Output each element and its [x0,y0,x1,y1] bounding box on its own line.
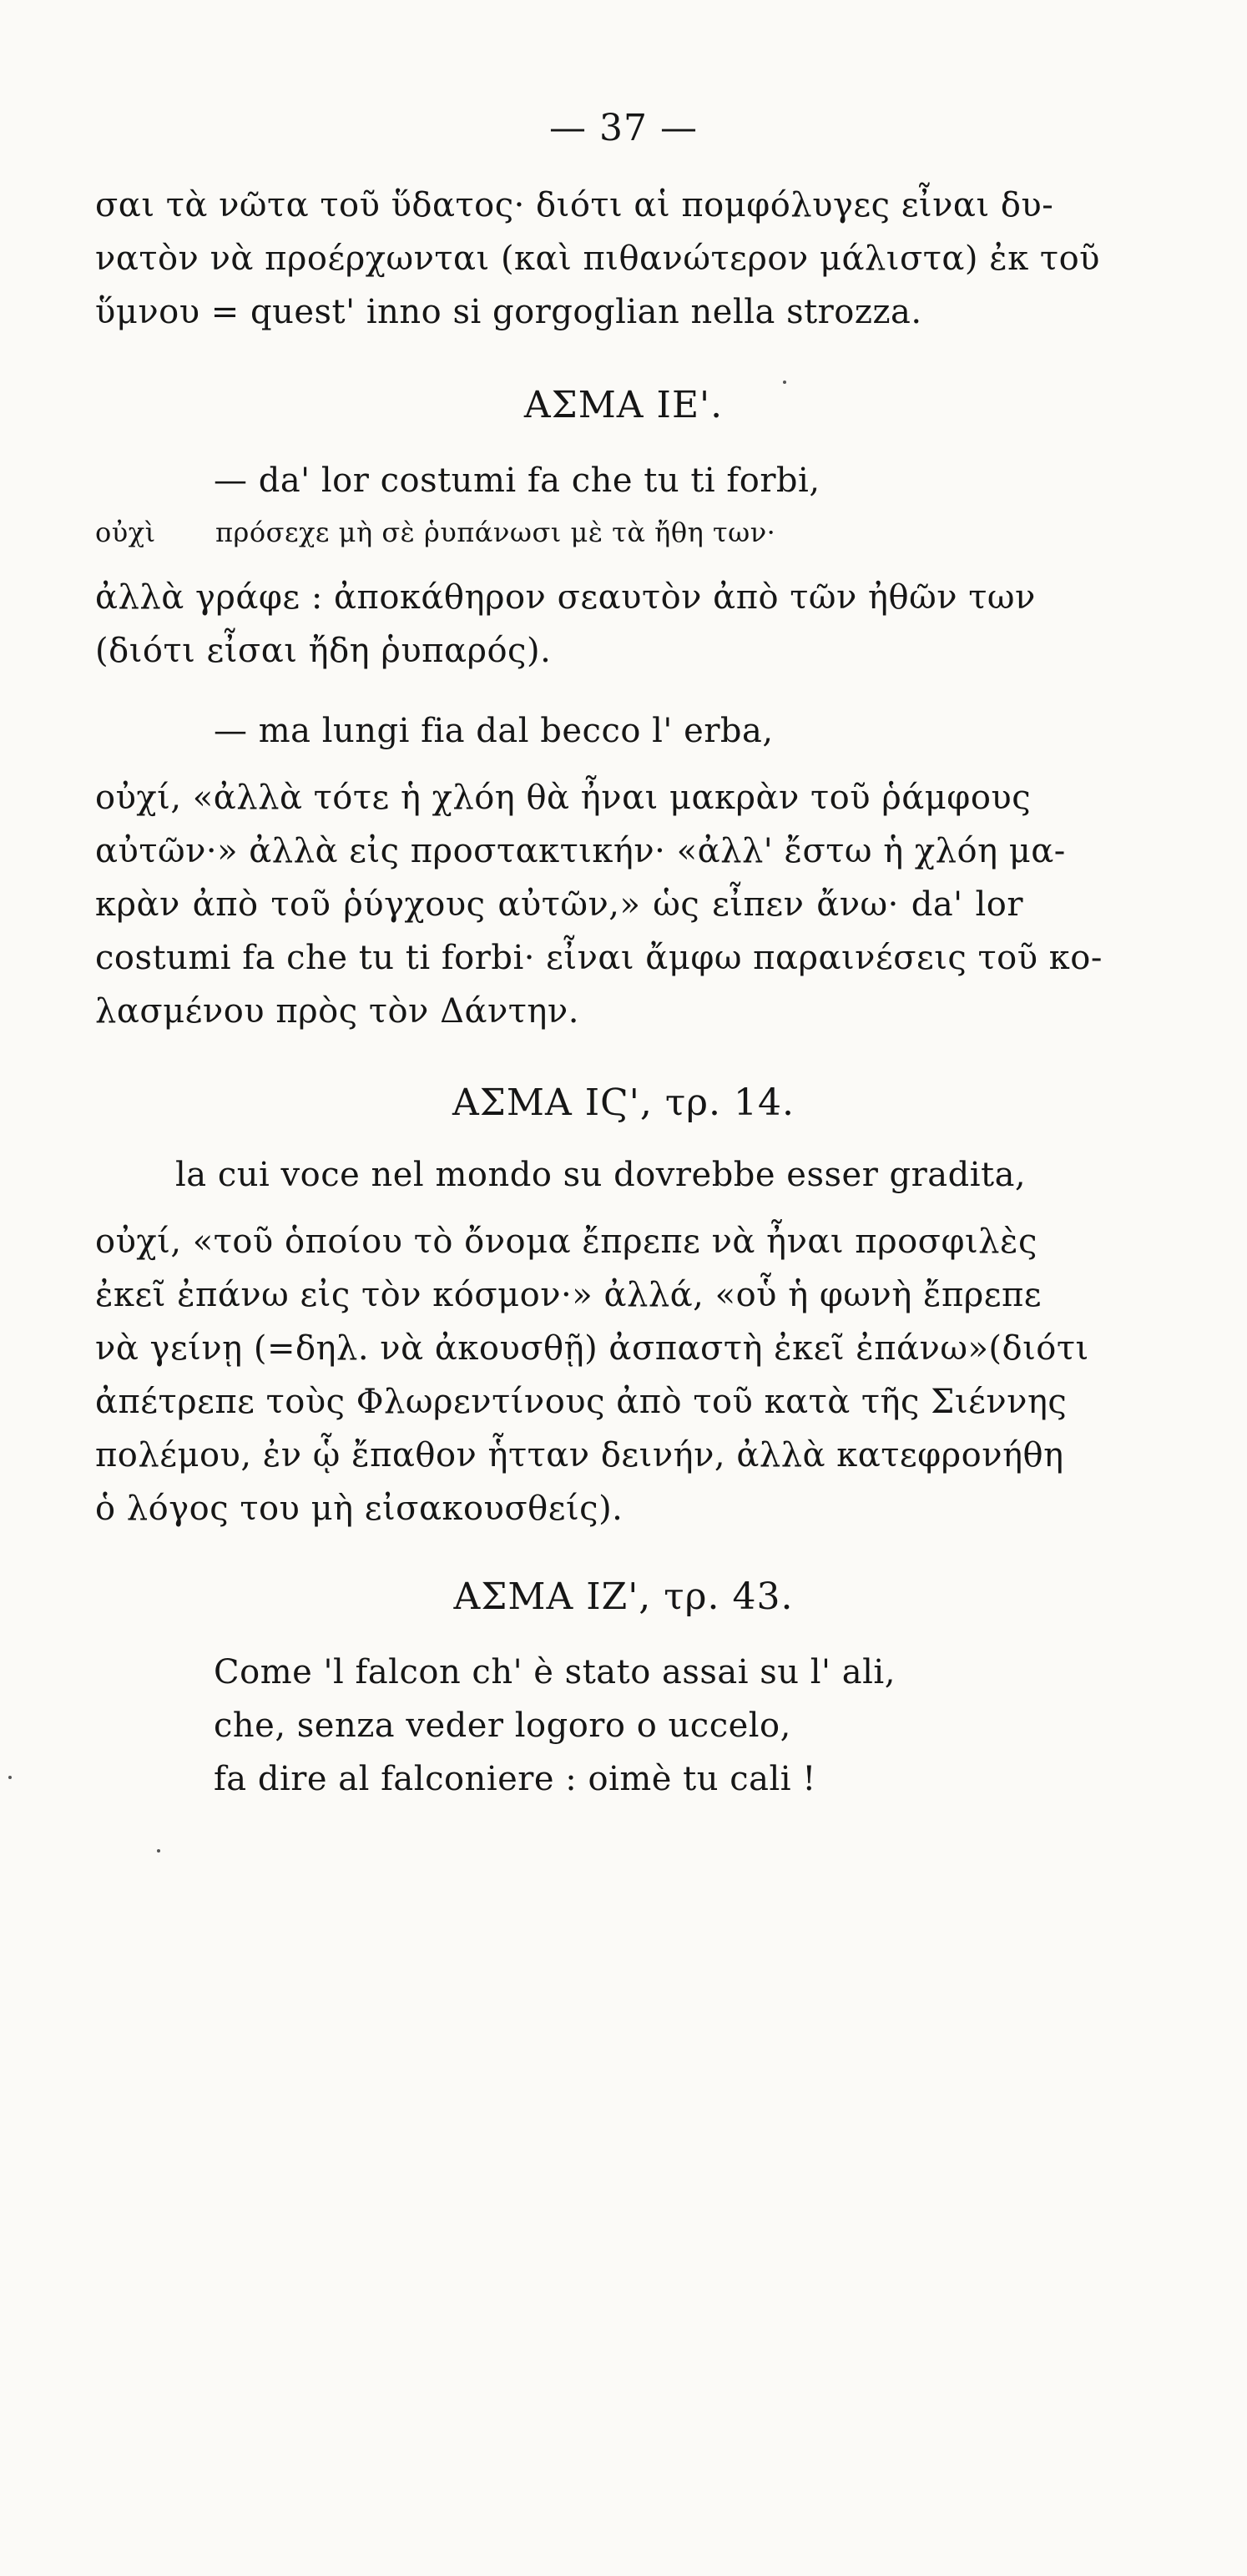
verse-line: che, senza veder logoro o uccelo, [214,1706,791,1745]
text-line: ἐκεῖ ἐπάνω εἰς τὸν κόσμον·» ἀλλά, «οὗ ἡ φωνὴ ἔπρεπε [95,1276,1042,1314]
italian-quote: la cui voce nel mondo su dovrebbe esser gradita, [175,1156,1027,1194]
verse-line: Come 'l falcon ch' è stato assai su l' ali, [214,1653,896,1691]
text-line: οὐχί, «τοῦ ὁποίου τὸ ὄνομα ἔπρεπε νὰ ἦναι προσφιλὲς [95,1222,1037,1261]
paper-speck [8,1776,12,1779]
text-line: νατὸν νὰ προέρχωνται (καὶ πιθανώτερον μάλιστα) ἐκ τοῦ [95,239,1100,278]
text-line: ὕμνου = quest' inno si gorgoglian nella strozza. [95,293,922,331]
text-line: costumi fa che tu ti forbi· εἶναι ἄμφω παραινέσεις τοῦ κο- [95,939,1103,977]
text-line: λασμένου πρὸς τὸν Δάντην. [95,992,579,1031]
text-line: ἀλλὰ γράφε : ἀποκάθηρον σεαυτὸν ἀπὸ τῶν ἠθῶν των [95,578,1036,617]
wrong-translation: πρόσεχε μὴ σὲ ῥυπάνωσι μὲ τὰ ἤθη των· [215,517,776,548]
section-heading: ΑΣΜΑ ΙΕ'. [523,384,724,426]
text-line: ἀπέτρεπε τοὺς Φλωρεντίνους ἀπὸ τοῦ κατὰ τῆς Σιέννης [95,1383,1068,1421]
text-line: νὰ γείνῃ (=δηλ. νὰ ἀκουσθῇ) ἀσπαστὴ ἐκεῖ ἐπάνω»(διότι [95,1329,1089,1368]
text-line: σαι τὰ νῶτα τοῦ ὕδατος· διότι αἱ πομφόλυγες εἶναι δυ- [95,186,1054,224]
verse-line: fa dire al falconiere : oimè tu cali ! [214,1760,816,1798]
paper-speck [783,381,786,384]
page-number: — 37 — [549,107,698,149]
ouchi-word: οὐχὶ [95,517,156,548]
text-line: κρὰν ἀπὸ τοῦ ῥύγχους αὐτῶν,» ὡς εἶπεν ἄνω· da' lor [95,885,1023,924]
italian-quote: — da' lor costumi fa che tu ti forbi, [214,461,820,500]
section-heading: ΑΣΜΑ ΙϚ', τρ. 14. [452,1081,795,1124]
text-line: πολέμου, ἐν ᾧ ἔπαθον ἧτταν δεινήν, ἀλλὰ κατεφρονήθη [95,1436,1064,1475]
text-line: οὐχί, «ἀλλὰ τότε ἡ χλόη θὰ ἦναι μακρὰν τοῦ ῥάμφους [95,779,1032,817]
text-line: (διότι εἶσαι ἤδη ῥυπαρός). [95,632,552,670]
text-line: αὐτῶν·» ἀλλὰ εἰς προστακτικήν· «ἀλλ' ἔστω ἡ χλόη μα- [95,832,1066,870]
paper-speck [157,1849,160,1853]
text-line: ὁ λόγος του μὴ εἰσακουσθείς). [95,1490,624,1528]
italian-quote: — ma lungi fia dal becco l' erba, [214,712,774,750]
section-heading: ΑΣΜΑ ΙΖ', τρ. 43. [453,1575,794,1618]
